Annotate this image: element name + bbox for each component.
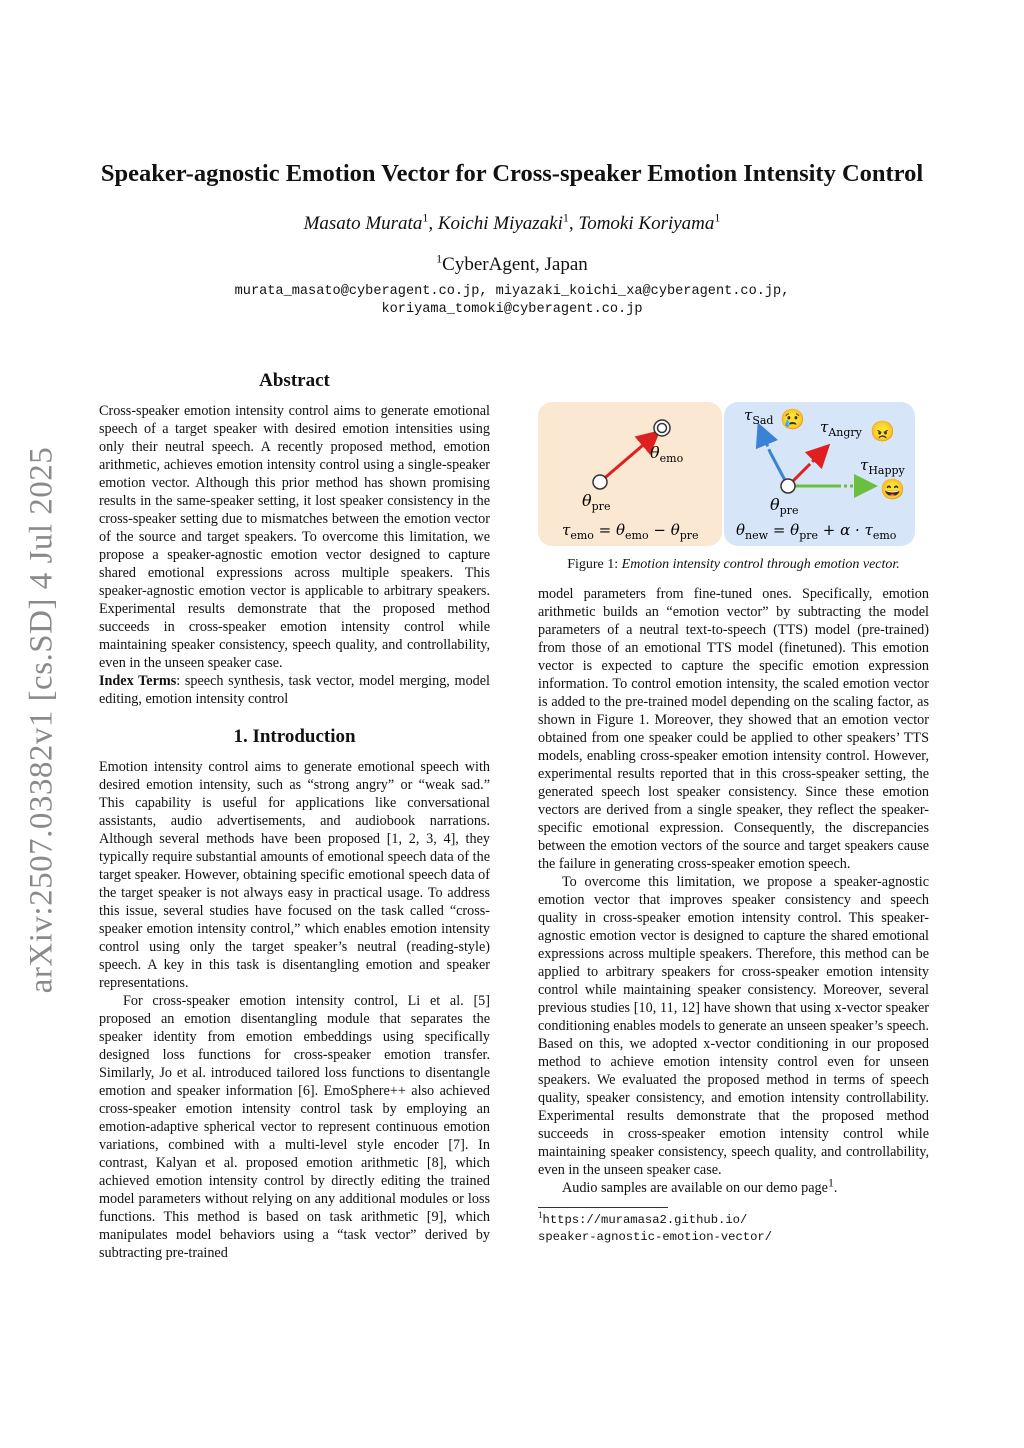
- arxiv-identifier-stamp: arXiv:2507.03382v1 [cs.SD] 4 Jul 2025: [23, 446, 60, 994]
- happy-emoji-icon: 😄: [880, 477, 905, 501]
- paper-title: Speaker-agnostic Emotion Vector for Cross-speaker Emotion Intensity Control: [100, 160, 924, 187]
- theta-pre-label: $\theta_{pre}$: [582, 491, 611, 513]
- theta-emo-point-inner: [658, 424, 667, 433]
- author-affil-mark: 1: [562, 210, 569, 225]
- intro-paragraph: For cross-speaker emotion intensity control, Li et al. [5] proposed an emotion disentangling module that separates the speaker identity from emotion embeddings using specifically designed loss functions for cross-speaker emotion transfer. Similarly, Jo et al. introduced tailored loss functions to disentangle emotion and speaker information [6]. EmoSphere++ also achieved cross-speaker emotion intensity control task by employing an emotion-adaptive spherical vector to represent continuous emotion variations, combined with a multi-level style encoder [7]. In contrast, Kalyan et al. proposed emotion arithmetic [8], which achieved emotion intensity control by directly editing the trained model parameters without relying on any additional modules or loss functions. This method is based on task arithmetic [9], which manipulates model behaviors using a “task vector” derived by subtracting pre-trained: [99, 993, 490, 1261]
- email-line: murata_masato@cyberagent.co.jp, miyazaki_koichi_xa@cyberagent.co.jp,: [234, 284, 790, 299]
- abstract-text: Cross-speaker emotion intensity control aims to generate emotional speech of a target speaker with desired emotion intensities using only their neutral speech. A recently proposed method, emotion arithmetic, achieves emotion intensity control using a single-speaker emotion vector. Although this prior method has shown promising results in the same-speaker setting, it lost speaker consistency in the cross-speaker setting due to mismatches between the emotion vector of the source and target speakers. To overcome this limitation, we propose a speaker-agnostic emotion vector designed to capture shared emotional expressions across multiple speakers. This speaker-agnostic emotion vector is applicable to arbitrary speakers. Experimental results demonstrate that the proposed method succeeds in cross-speaker emotion intensity control while maintaining speaker consistency, speech quality, and controllability, even in the unseen speaker case.: [99, 403, 490, 671]
- index-terms-label: Index Terms: [99, 673, 177, 689]
- index-terms-list: : speech synthesis, task vector, model merging, model editing, emotion intensity control: [99, 673, 491, 707]
- footnote: [538, 1209, 929, 1246]
- footnote-url[interactable]: https://muramasa2.github.io/: [542, 1213, 748, 1227]
- angry-emoji-icon: 😠: [870, 419, 895, 443]
- author-emails: [60, 283, 964, 319]
- theta-pre-point-right: [781, 479, 795, 493]
- left-column: [99, 370, 490, 1262]
- author-name: Koichi Miyazaki: [437, 213, 563, 234]
- sad-emoji-icon: 😢: [780, 407, 805, 431]
- figure-caption-label: Figure 1:: [567, 557, 622, 572]
- affiliation: [60, 251, 964, 276]
- tau-happy-label: $\tau_{Happy}$: [860, 456, 905, 477]
- emotion-vector-diagram: [538, 400, 929, 548]
- author-list: Masato Murata$^1$, Koichi Miyazaki$^1$, Tomoki Koriyama$^1$: [303, 210, 721, 234]
- author-affil-mark: 1: [714, 210, 721, 225]
- footnote-marker: 1: [827, 1175, 834, 1190]
- emotion-vector-equation: $\tau_{emo} = \theta_{emo} - \theta_{pre}$: [562, 521, 699, 542]
- intro-paragraph: To overcome this limitation, we propose a speaker-agnostic emotion vector that improves speaker consistency and speech quality in cross-speaker emotion intensity control. This speaker-agnostic emotion vector is designed to capture the shared emotional expressions across multiple speakers. Therefore, this method can be applied to arbitrary speakers for cross-speaker emotion intensity control while maintaining speaker consistency. Moreover, several previous studies [10, 11, 12] have shown that using x-vector speaker conditioning enables models to generate an unseen speaker’s speech. Based on this, we adopted x-vector conditioning in our proposed method to achieve emotion intensity control even for unseen speakers. We evaluated the proposed method in terms of speech quality, speaker consistency, and emotion intensity controllability. Experimental results demonstrate that the proposed method succeeds in cross-speaker emotion intensity control while maintaining speaker consistency, speech quality, and controllability, even in the unseen speaker case.: [538, 874, 929, 1178]
- author-name: Tomoki Koriyama: [578, 213, 715, 234]
- theta-pre-point: [593, 475, 607, 489]
- introduction-heading: 1. Introduction: [233, 726, 356, 747]
- right-column: [538, 400, 929, 1246]
- figure-caption-text: Emotion intensity control through emotion vector.: [621, 557, 900, 572]
- footnote-number: 1: [538, 1209, 543, 1220]
- theta-pre-label-right: $\theta_{pre}$: [770, 495, 799, 517]
- tau-sad-label: $\tau_{Sad}$: [744, 406, 774, 427]
- tau-angry-label: $\tau_{Angry}$: [820, 418, 862, 439]
- author-affil-mark: 1: [422, 210, 429, 225]
- author-name: Masato Murata: [303, 213, 423, 234]
- figure-1: [538, 400, 929, 548]
- index-terms: [99, 672, 490, 708]
- emotion-arithmetic-equation: $\theta_{new} = \theta_{pre} + \alpha \cdot \tau_{emo}$: [736, 521, 897, 542]
- intro-paragraph: model parameters from fine-tuned ones. Specifically, emotion arithmetic builds an “emotion vector” by subtracting the model parameters of a neutral text-to-speech (TTS) model (pre-trained) from those of an emotional TTS model (finetuned). This emotion vector is expected to capture the specific emotion expression information. To control emotion intensity, the scaled emotion vector is added to the pre-trained model depending on the scaling factor, as shown in Figure 1. Moreover, they showed that an emotion vector obtained from one speaker could be applied to other speakers’ TTS models, enabling cross-speaker emotion intensity control. However, experimental results reported that in this cross-speaker setting, the generated speech lost speaker consistency. Since these emotion vectors are derived from a single speaker, they reflect the speaker-specific emotional expression. Consequently, the discrepancies between the emotion vectors of the source and target speakers cause the failure in generating cross-speaker emotion speech.: [538, 586, 929, 872]
- intro-paragraph: Emotion intensity control aims to generate emotional speech with desired emotion intensity, such as “strong angry” or “weak sad.” This capability is useful for applications like conversational assistants, audio advertisements, and audiobook narrations. Although several methods have been proposed [1, 2, 3, 4], they typically require substantial amounts of emotional speech data of the target speaker. However, obtaining specific emotional speech data of the target speaker is not always easy in practical usage. To address this issue, several studies have focused on the task called “cross-speaker emotion intensity control,” which enables emotion intensity control using only the target speaker’s neutral (reading-style) speech. A key in this task is disentangling emotion and speaker representations.: [99, 759, 490, 991]
- theta-emo-label: $\theta_{emo}$: [650, 443, 684, 465]
- figure-caption: [538, 557, 929, 573]
- email-line: koriyama_tomoki@cyberagent.co.jp: [381, 302, 643, 317]
- abstract-heading: Abstract: [259, 370, 330, 391]
- footnote-url-continued[interactable]: speaker-agnostic-emotion-vector/: [538, 1230, 773, 1244]
- intro-paragraph: Audio samples are available on our demo page$^1$.: [562, 1175, 838, 1196]
- footnote-divider: [538, 1207, 668, 1208]
- affiliation-name: CyberAgent, Japan: [442, 254, 588, 275]
- affiliation-mark: 1: [436, 251, 443, 266]
